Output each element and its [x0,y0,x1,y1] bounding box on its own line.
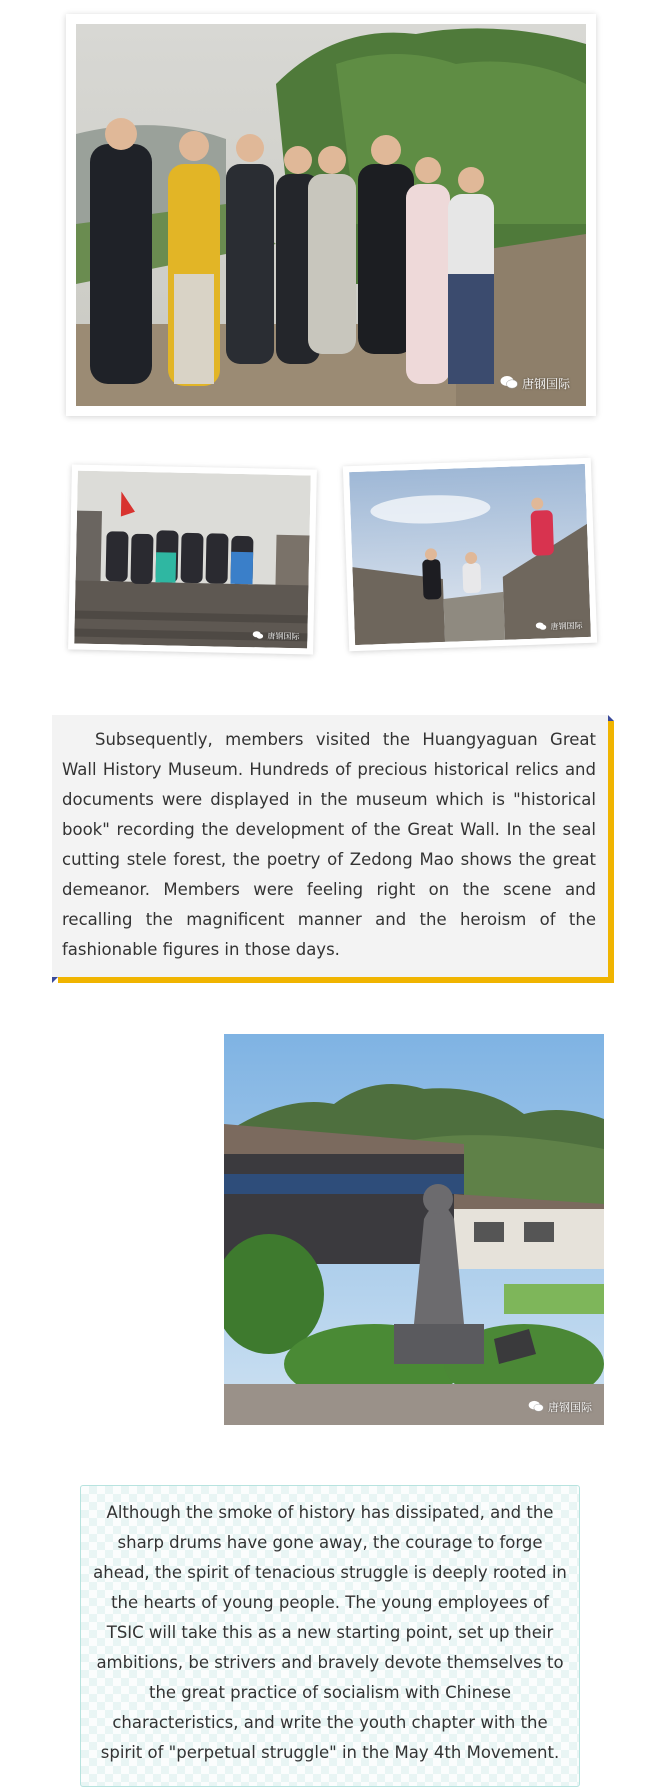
group-photo-image [76,24,586,406]
jumping-photo [349,464,591,645]
watermark-label: 唐钢国际 [548,1401,592,1414]
watermark [500,375,570,392]
card-corner-bottom-left [52,977,58,983]
jumping-photo-frame [343,458,597,652]
museum-text-card [52,715,608,977]
conclusion-text-card [80,1485,580,1787]
statue-photo [224,1034,604,1425]
watermark-label: 唐钢国际 [550,621,583,632]
watermark-label: 唐钢国际 [521,377,570,391]
museum-paragraph: Subsequently, members visited the Huangyaguan Great Wall History Museum. Hundreds of precious historical relics and documents were displayed in the museum which is "historical book" recording the development of the Great Wall. In the seal cutting stele forest, the poetry of Zedong Mao shows the great demeanor. Members were feeling right on the scene and recalling the magnificent manner and the heroism of the fashionable figures in those days. [62,730,596,959]
jumping-photo-image [349,464,591,645]
card-accent-bottom [58,977,614,983]
card-accent-right [608,721,614,983]
wechat-icon [528,1400,544,1415]
wall-group-photo-image [74,471,311,649]
group-photo [76,24,586,406]
wall-group-photo-frame [68,464,317,654]
watermark-small-2 [535,620,582,633]
statue-photo-image [224,1034,604,1425]
watermark [528,1399,592,1415]
card-corner-top-right [608,715,614,721]
wechat-icon [535,621,546,632]
watermark-small-1 [252,630,299,642]
wall-group-photo [74,471,311,649]
conclusion-paragraph: Although the smoke of history has dissipated, and the sharp drums have gone away, the courage to forge ahead, the spirit of tenacious struggle is deeply rooted in the hearts of young people. The young employees of TSIC will take this as a new starting point, set up their ambitions, be strivers and bravely devote themselves to the great practice of socialism with Chinese characteristics, and write the youth chapter with the spirit of "perpetual struggle" in the May 4th Movement. [93,1503,567,1762]
wechat-icon [252,630,263,641]
watermark-label: 唐钢国际 [267,631,300,642]
wechat-icon [500,375,518,392]
group-photo-frame [66,14,596,416]
